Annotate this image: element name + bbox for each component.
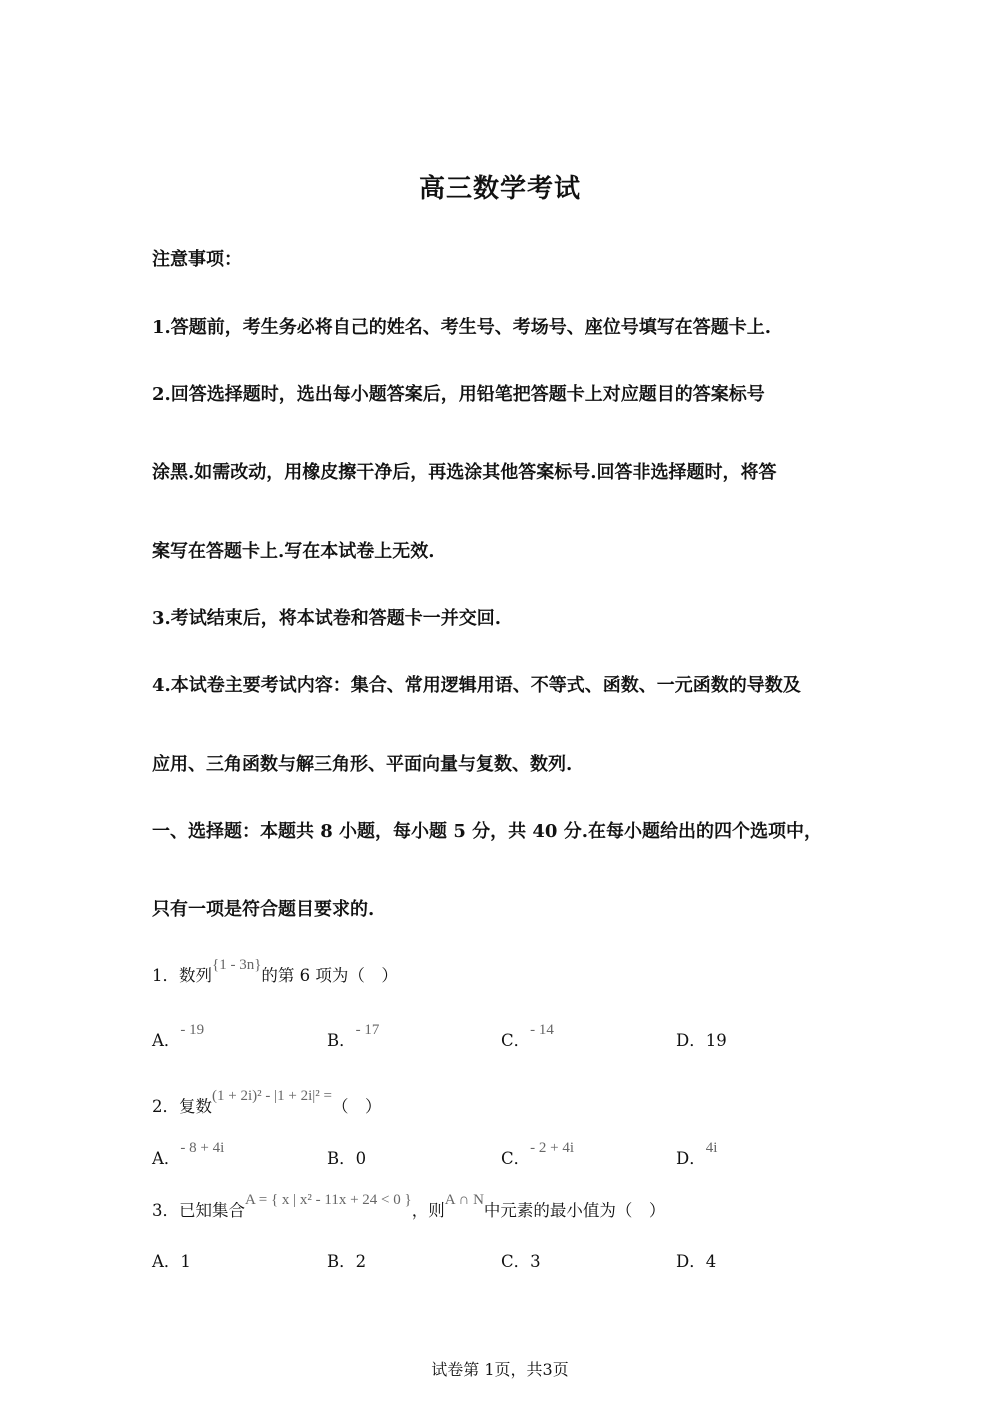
question-1-option-b: B．- 17 bbox=[327, 1022, 380, 1050]
question-2 bbox=[152, 1088, 382, 1117]
question-2-prefix: 2．复数 bbox=[152, 1097, 212, 1116]
notice-item-4-line-1: 4.本试卷主要考试内容：集合、常用逻辑用语、不等式、函数、一元函数的导数及 bbox=[152, 675, 801, 696]
question-1 bbox=[152, 957, 398, 986]
notice-item-3: 3.考试结束后，将本试卷和答题卡一并交回. bbox=[152, 608, 502, 629]
question-3-prefix: 3．已知集合 bbox=[152, 1201, 245, 1220]
question-1-option-d: D．19 bbox=[676, 1031, 727, 1050]
question-3-intersection-math: A ∩ N bbox=[444, 1192, 484, 1208]
question-1-math: {1 - 3n} bbox=[212, 957, 262, 973]
question-3-option-b: B．2 bbox=[327, 1252, 367, 1271]
question-2-option-c: C．- 2 + 4i bbox=[501, 1140, 574, 1168]
question-1-suffix: 的第 6 项为（ ） bbox=[261, 966, 398, 985]
notice-item-2-line-3: 案写在答题卡上.写在本试卷上无效. bbox=[152, 541, 435, 562]
section-heading-line-1: 一、选择题：本题共 8 小题，每小题 5 分，共 40 分.在每小题给出的四个选项中， bbox=[152, 821, 822, 842]
question-3-option-a: A．1 bbox=[152, 1252, 191, 1271]
question-1-prefix: 1．数列 bbox=[152, 966, 212, 985]
question-1-option-a: A．- 19 bbox=[152, 1022, 205, 1050]
question-3-set-math: A = { x | x² - 11x + 24 < 0 } bbox=[245, 1192, 412, 1208]
question-3-mid: ，则 bbox=[411, 1201, 445, 1220]
question-2-option-d: D．4i bbox=[676, 1140, 718, 1168]
question-1-option-c: C．- 14 bbox=[501, 1022, 554, 1050]
question-3-suffix: 中元素的最小值为（ ） bbox=[483, 1201, 666, 1220]
section-heading-line-2: 只有一项是符合题目要求的. bbox=[152, 899, 375, 920]
question-2-option-a: A．- 8 + 4i bbox=[152, 1140, 225, 1168]
question-3-option-c: C．3 bbox=[501, 1252, 541, 1271]
notice-item-4-line-2: 应用、三角函数与解三角形、平面向量与复数、数列. bbox=[152, 754, 573, 775]
notice-item-1: 1.答题前，考生务必将自己的姓名、考生号、考场号、座位号填写在答题卡上. bbox=[152, 317, 772, 338]
notice-item-2-line-2: 涂黑.如需改动，用橡皮擦干净后，再选涂其他答案标号.回答非选择题时，将答 bbox=[152, 462, 777, 483]
question-2-suffix: （ ） bbox=[331, 1097, 382, 1116]
notice-item-2-line-1: 2.回答选择题时，选出每小题答案后，用铅笔把答题卡上对应题目的答案标号 bbox=[152, 384, 765, 405]
notice-heading: 注意事项： bbox=[152, 249, 242, 270]
question-2-math: (1 + 2i)² - |1 + 2i|² = bbox=[212, 1088, 332, 1104]
question-3-option-d: D．4 bbox=[676, 1252, 717, 1271]
exam-title: 高三数学考试 bbox=[418, 174, 581, 204]
page-footer: 试卷第 1页，共3页 bbox=[431, 1360, 569, 1379]
question-2-option-b: B．0 bbox=[327, 1149, 367, 1168]
question-3 bbox=[152, 1192, 666, 1221]
